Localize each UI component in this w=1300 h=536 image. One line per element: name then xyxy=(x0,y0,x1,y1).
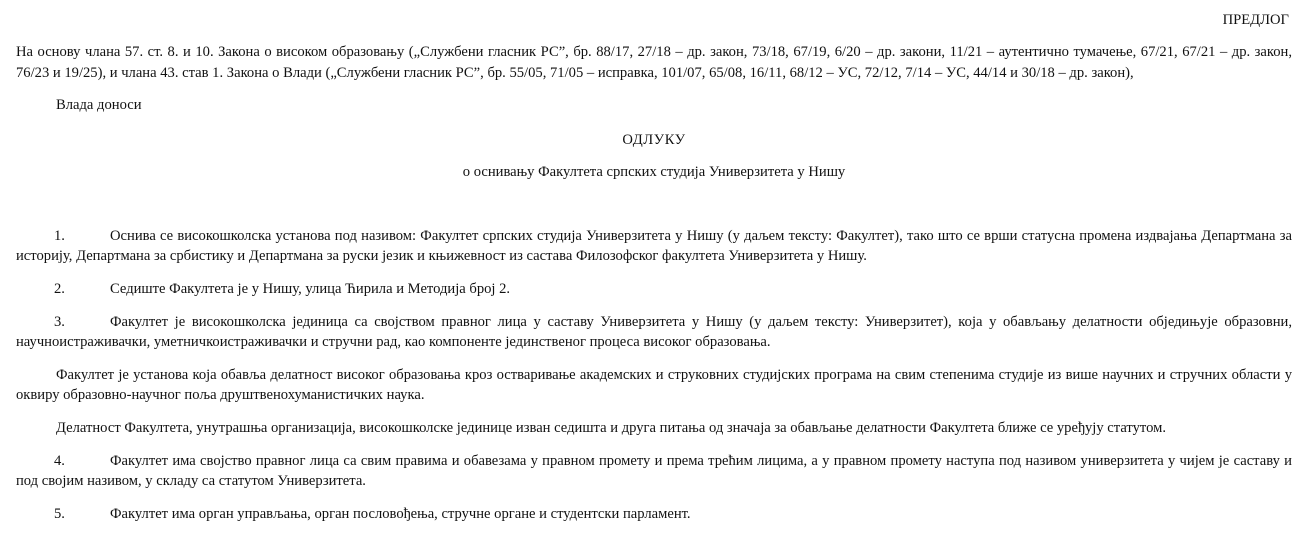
article-3-paragraph-3: Делатност Факултета, унутрашња организација, високошколске јединице изван седишта и друга питања од значаја за обављање делатности Факултета ближе се уређују статутом. xyxy=(56,419,1167,436)
article-text: Седиште Факултета је у Нишу, улица Ћирила и Методија број 2. xyxy=(110,280,511,297)
article-text: Факултет има орган управљања, орган пословођења, стручне органе и студентски парламент. xyxy=(110,505,691,522)
government-enacts: Влада доноси xyxy=(56,97,142,114)
article-number: 5. xyxy=(54,505,65,522)
article-5 xyxy=(16,504,1292,525)
article-2 xyxy=(16,279,1292,300)
article-3 xyxy=(16,312,1292,353)
proposal-label: ПРЕДЛОГ xyxy=(1222,12,1289,28)
article-text: Факултет има својство правног лица са свим правима и обавезама у правном промету и према трећим лицима, а у правном промету наступа под називом универзитета у чијем је саставу и под својим називом, у складу са статутом Универзитета. xyxy=(16,452,1292,490)
decision-title: ОДЛУКУ xyxy=(622,131,686,148)
article-4 xyxy=(16,451,1292,492)
article-number: 2. xyxy=(54,280,65,297)
article-text: Факултет је високошколска јединица са својством правног лица у саставу Универзитета у Нишу (у даљем тексту: Универзитет), која у обављању делатности обједињује образовни, научноистраживачки, уметничкоистраживачки и стручни рад, као компоненте јединственог процеса високог образовања. xyxy=(16,313,1292,351)
article-3-paragraph-2: Факултет је установа која обавља делатност високог образовања кроз остваривање академских и струковних студијских програма на свим степенима студије из више научних и стручних области у оквиру образовно-научног поља друштвенохуманистичких наука. xyxy=(16,366,1292,404)
article-number: 1. xyxy=(54,227,65,244)
document xyxy=(16,10,1292,536)
article-1 xyxy=(16,226,1292,267)
article-number: 3. xyxy=(54,313,65,330)
preamble: На основу члана 57. ст. 8. и 10. Закона о високом образовању („Службени гласник РС”, бр. 88/17, 27/18 – др. закон, 73/18, 67/19, 6/20 – др. закони, 11/21 – аутентично тумачење, 67/21, 67/21 – др. закон, 76/23 и 19/25), и члана 43. став 1. Закона о Влади („Службени гласник РС”, бр. 55/05, 71/05 – исправка, 101/07, 65/08, 16/11, 68/12 – УС, 72/12, 7/14 – УС, 44/14 и 30/18 – др. закон), xyxy=(16,44,1292,81)
article-text: Оснива се високошколска установа под називом: Факултет српских студија Универзитета у Нишу (у даљем тексту: Факултет), тако што се врши статусна промена издвајања Департмана за историју, Департмана за србистику и Департмана за руски језик и књижевност из састава Филозофског факултета Универзитета у Нишу. xyxy=(16,227,1292,265)
decision-subtitle: о оснивању Факултета српских студија Универзитета у Нишу xyxy=(462,163,846,180)
article-number: 4. xyxy=(54,452,65,469)
